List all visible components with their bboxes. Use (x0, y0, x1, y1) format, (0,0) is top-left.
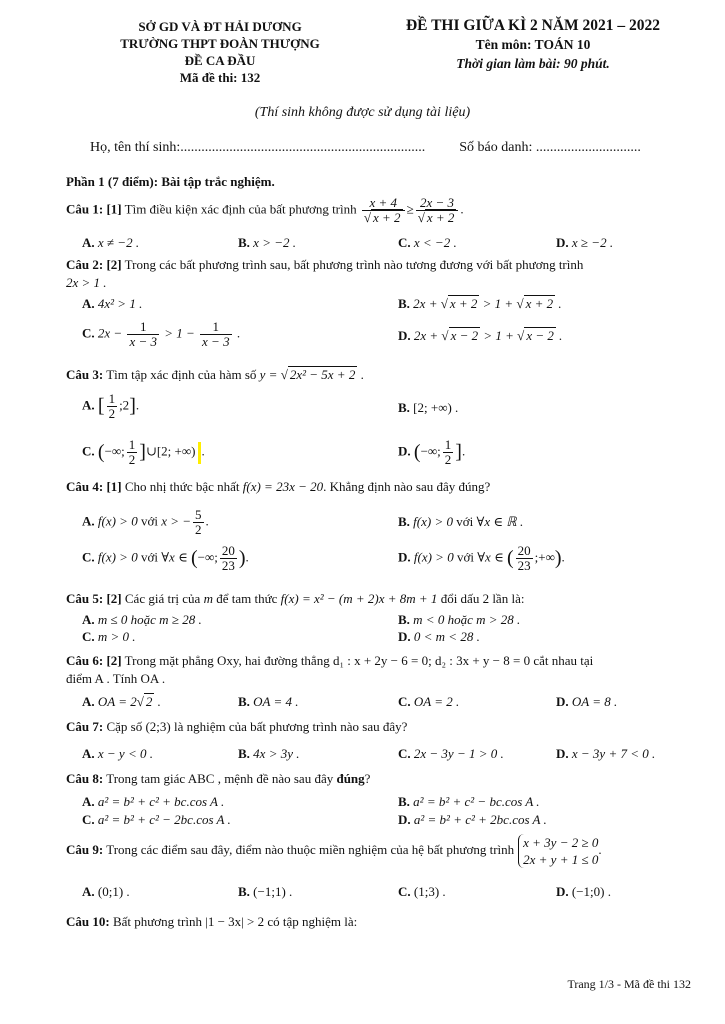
q6-option-c[interactable]: C. OA = 2 . (398, 694, 460, 709)
exam-code: Mã đề thi: 132 (179, 70, 261, 85)
q1-frac-right: $\frac{2x - 3}{√ x + 2}$ (416, 196, 459, 225)
candidate-line (90, 140, 690, 156)
q2-option-d[interactable]: D. 2x + √ x − 2 > 1 + √ x − 2 . (398, 328, 563, 343)
q6-option-a[interactable]: A. OA = 2√ 2 . (82, 694, 161, 709)
q3-option-c[interactable]: C. (−∞; $\frac{1}{2}$ ]∪[2; +∞) . (82, 437, 205, 467)
q1-option-d[interactable]: D. x ≥ −2 . (556, 235, 614, 250)
q8-option-d[interactable]: D. a² = b² + c² + 2bc.cos A . (398, 812, 547, 827)
q9-option-d[interactable]: D. (−1;0) . (556, 884, 611, 899)
question-6: Câu 6: [2] Trong mặt phẳng Oxy, hai đường thẳng d₁ : x + 2y − 6 = 0; d₂ : 3x + y − 8 = 0 cắt nhau tại điểm A . Tính OA . (66, 653, 594, 686)
q6-option-b[interactable]: B. OA = 4 . (238, 694, 299, 709)
exam-header (378, 16, 688, 73)
department-name: SỞ GD VÀ ĐT HẢI DƯƠNG (138, 19, 302, 34)
q5-option-a[interactable]: A. m ≤ 0 hoặc m ≥ 28 . (82, 612, 202, 627)
q4-option-a[interactable]: A. f(x) > 0 với x > − $\frac{5}{2}$ . (82, 507, 209, 537)
highlight-mark (198, 442, 201, 464)
q4-option-c[interactable]: C. f(x) > 0 với ∀x ∈ (−∞; $\frac{20}{23}$ ). (82, 543, 249, 573)
candidate-name-field: Họ, tên thí sinh:...................................................................... (90, 140, 426, 155)
question-5: Câu 5: [2] Các giá trị của m để tam thức f(x) = x² − (m + 2)x + 8m + 1 đổi dấu 2 lần là: (66, 591, 525, 606)
q4-option-d[interactable]: D. f(x) > 0 với ∀x ∈ ( $\frac{20}{23}$ ;+∞). (398, 543, 565, 573)
q1-option-b[interactable]: B. x > −2 . (238, 235, 296, 250)
q2-option-b[interactable]: B. 2x + √ x + 2 > 1 + √ x + 2 . (398, 296, 562, 311)
q9-option-a[interactable]: A. (0;1) . (82, 884, 130, 899)
question-7: Câu 7: Cặp số (2;3) là nghiệm của bất phương trình nào sau đây? (66, 719, 408, 734)
q5-option-d[interactable]: D. 0 < m < 28 . (398, 629, 480, 644)
q7-option-a[interactable]: A. x − y < 0 . (82, 746, 153, 761)
question-4: Câu 4: [1] Cho nhị thức bậc nhất f(x) = 23x − 20. Khẳng định nào sau đây đúng? (66, 479, 491, 494)
q5-option-c[interactable]: C. m > 0 . (82, 629, 136, 644)
question-10: Câu 10: Bất phương trình |1 − 3x| > 2 có tập nghiệm là: (66, 914, 358, 929)
q8-option-b[interactable]: B. a² = b² + c² − bc.cos A . (398, 794, 540, 809)
q1-option-c[interactable]: C. x < −2 . (398, 235, 457, 250)
exam-title: ĐỀ THI GIỮA KÌ 2 NĂM 2021 – 2022 (405, 17, 661, 34)
exam-note: (Thí sinh không được sử dụng tài liệu) (254, 105, 471, 120)
q7-option-b[interactable]: B. 4x > 3y . (238, 746, 300, 761)
q9-option-b[interactable]: B. (−1;1) . (238, 884, 293, 899)
page-footer: Trang 1/3 - Mã đề thi 132 (567, 977, 691, 991)
q5-option-b[interactable]: B. m < 0 hoặc m > 28 . (398, 612, 521, 627)
q6-option-d[interactable]: D. OA = 8 . (556, 694, 618, 709)
q2-option-c[interactable]: C. 2x − $\frac{1}{x - 3}$ > 1 − $\frac{1}{x - 3}$ . (82, 319, 241, 349)
q1-option-a[interactable]: A. x ≠ −2 . (82, 235, 140, 250)
q9-option-c[interactable]: C. (1;3) . (398, 884, 446, 899)
question-9: Câu 9: Trong các điểm sau đây, điểm nào thuộc miền nghiệm của hệ bất phương trình x + 3y − 2 ≥ 0 2x + y + 1 ≤ 0. (66, 835, 602, 867)
q3-option-b[interactable]: B. [2; +∞) . (398, 400, 459, 415)
q2-option-a[interactable]: A. 4x² > 1 . (82, 296, 143, 311)
exam-subject: Tên môn: TOÁN 10 (475, 37, 591, 52)
q3-option-d[interactable]: D. (−∞; $\frac{1}{2}$ ]. (398, 437, 466, 467)
q1-frac-left: $\frac{x + 4}{√ x + 2}$ (362, 196, 405, 225)
q4-option-b[interactable]: B. f(x) > 0 với ∀x ∈ ℝ . (398, 514, 524, 529)
question-3: Câu 3: Tìm tập xác định của hàm số y = √ 2x² − 5x + 2 . (66, 367, 364, 382)
q7-option-c[interactable]: C. 2x − 3y − 1 > 0 . (398, 746, 504, 761)
exam-shift: ĐỀ CA ĐẦU (184, 53, 256, 68)
q9-system: x + 3y − 2 ≥ 0 2x + y + 1 ≤ 0 (518, 834, 598, 868)
q3-option-a[interactable]: A. [ $\frac{1}{2}$ ;2]. (82, 391, 140, 421)
q8-option-a[interactable]: A. a² = b² + c² + bc.cos A . (82, 794, 225, 809)
q7-option-d[interactable]: D. x − 3y + 7 < 0 . (556, 746, 656, 761)
section-title: Phần 1 (7 điểm): Bài tập trắc nghiệm. (66, 174, 275, 189)
question-8: Câu 8: Trong tam giác ABC , mệnh đề nào sau đây đúng? (66, 771, 371, 786)
q1-label: Câu 1: (66, 201, 104, 217)
q1-level: [1] (106, 201, 122, 217)
q8-option-c[interactable]: C. a² = b² + c² − 2bc.cos A . (82, 812, 231, 827)
exam-time: Thời gian làm bài: 90 phút. (456, 56, 610, 71)
school-header (70, 18, 370, 86)
question-1: Câu 1: [1] Tìm điều kiện xác định của bất phương trình $\frac{x + 4}{√ x + 2}$ ≥ $\frac{2x - 3}{√ x + 2}$ . (66, 195, 464, 225)
q1-text: Tìm điều kiện xác định của bất phương trình (124, 201, 357, 217)
school-name: TRƯỜNG THPT ĐOÀN THƯỢNG (120, 36, 320, 51)
question-2: Câu 2: [2] Trong các bất phương trình sau, bất phương trình nào tương đương với bất phương trình 2x > 1 . (66, 257, 584, 290)
candidate-number-field: Số báo danh: .............................. (459, 140, 641, 155)
